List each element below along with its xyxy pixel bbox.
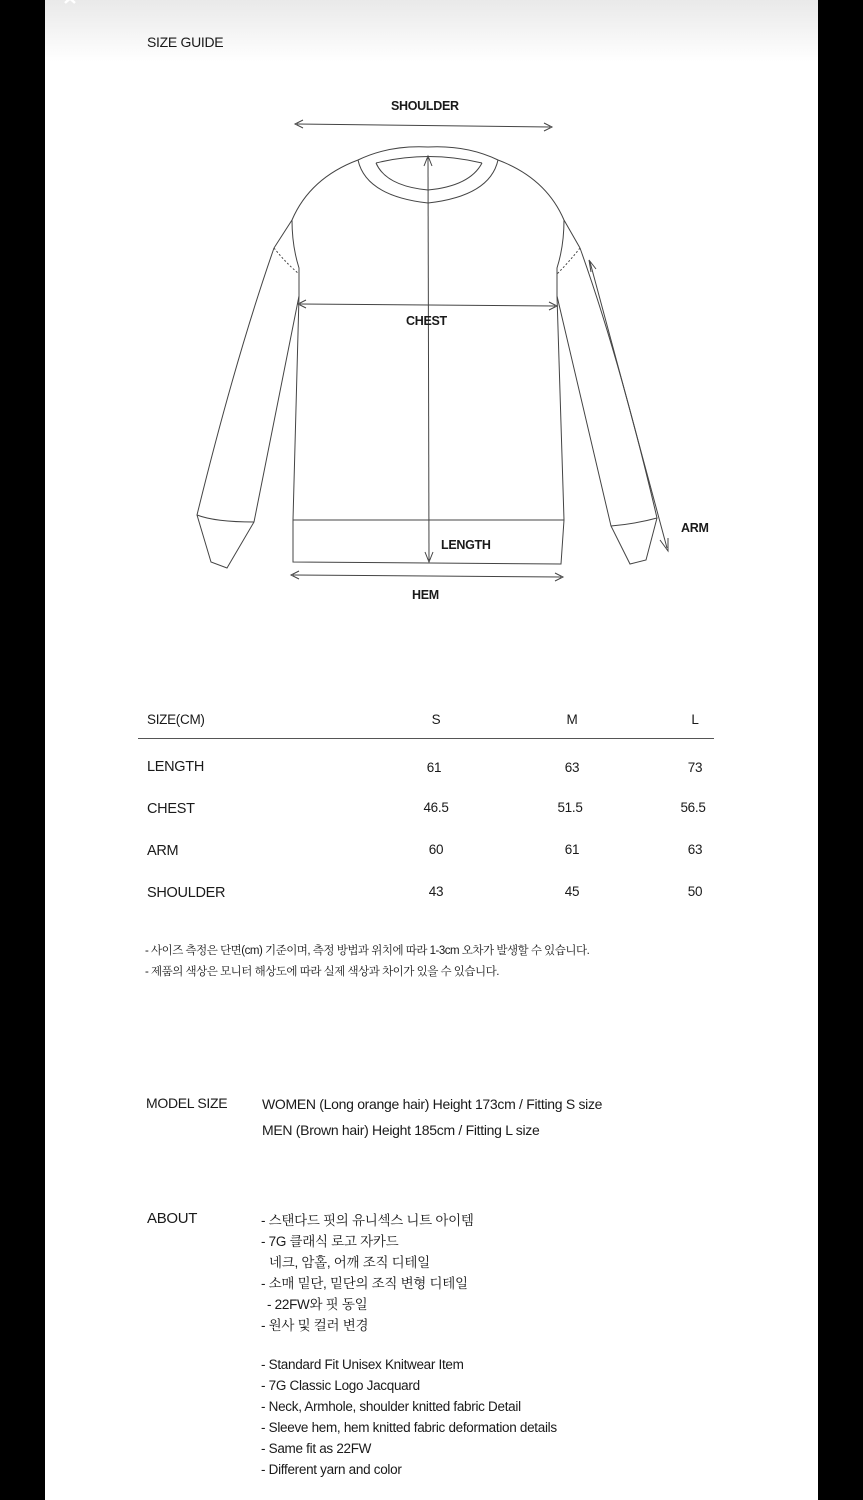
table-cell: 61 — [564, 842, 580, 857]
table-header-size: SIZE(CM) — [147, 712, 205, 727]
list-item: - 22FW와 핏 동일 — [267, 1297, 368, 1312]
row-label-shoulder: SHOULDER — [147, 885, 226, 901]
about-heading: ABOUT — [147, 1210, 198, 1227]
row-label-length: LENGTH — [147, 759, 205, 775]
table-header-s: S — [431, 712, 441, 727]
model-men: MEN (Brown hair) Height 185cm / Fitting L size — [262, 1122, 540, 1138]
shoulder-label: SHOULDER — [391, 99, 459, 113]
arm-label: ARM — [681, 521, 709, 535]
list-item: 네크, 암홀, 어깨 조직 디테일 — [269, 1255, 430, 1270]
length-label: LENGTH — [441, 538, 491, 552]
table-cell: 61 — [426, 760, 442, 775]
table-cell: 56.5 — [680, 800, 706, 815]
list-item: - Different yarn and color — [261, 1462, 402, 1477]
row-label-arm: ARM — [147, 843, 179, 859]
table-cell: 60 — [428, 842, 444, 857]
table-cell: 63 — [564, 760, 580, 775]
chest-arrow — [298, 300, 557, 310]
list-item: - Standard Fit Unisex Knitwear Item — [261, 1357, 464, 1372]
hem-label: HEM — [412, 588, 439, 602]
color-note: - 제품의 색상은 모니터 해상도에 따라 실제 색상과 차이가 있을 수 있습니다. — [145, 966, 499, 978]
table-header-l: L — [691, 712, 699, 727]
table-cell: 43 — [428, 884, 444, 899]
table-cell: 63 — [687, 842, 703, 857]
chest-label: CHEST — [406, 314, 447, 328]
page-title: SIZE GUIDE — [147, 34, 224, 50]
table-cell: 50 — [687, 884, 703, 899]
list-item: - Neck, Armhole, shoulder knitted fabric Detail — [261, 1399, 521, 1414]
list-item: - Sleeve hem, hem knitted fabric deformation details — [261, 1420, 557, 1435]
table-cell: 51.5 — [557, 800, 583, 815]
model-women: WOMEN (Long orange hair) Height 173cm / Fitting S size — [262, 1096, 603, 1112]
arm-arrow — [589, 260, 668, 551]
measurement-note: - 사이즈 측정은 단면(cm) 기준이며, 측정 방법과 위치에 따라 1-3cm 오차가 발생할 수 있습니다. — [145, 945, 590, 957]
model-size-heading: MODEL SIZE — [146, 1095, 228, 1111]
table-cell: 46.5 — [423, 800, 449, 815]
length-arrow — [424, 156, 433, 562]
sweater-body — [197, 160, 657, 568]
table-cell: 45 — [564, 884, 580, 899]
list-item: - 스탠다드 핏의 유니섹스 니트 아이템 — [261, 1213, 474, 1228]
list-item: - 7G Classic Logo Jacquard — [261, 1378, 420, 1393]
list-item: - 원사 및 컬러 변경 — [261, 1318, 369, 1333]
list-item: - Same fit as 22FW — [261, 1441, 372, 1456]
table-header-m: M — [566, 712, 578, 727]
hem-arrow — [291, 571, 563, 581]
list-item: - 7G 클래식 로고 자카드 — [261, 1234, 399, 1249]
shoulder-arrow — [295, 120, 552, 131]
row-label-chest: CHEST — [147, 801, 195, 817]
table-divider — [138, 738, 714, 739]
list-item: - 소매 밑단, 밑단의 조직 변형 디테일 — [261, 1276, 468, 1291]
size-guide-page — [45, 0, 818, 1500]
table-cell: 73 — [687, 760, 703, 775]
